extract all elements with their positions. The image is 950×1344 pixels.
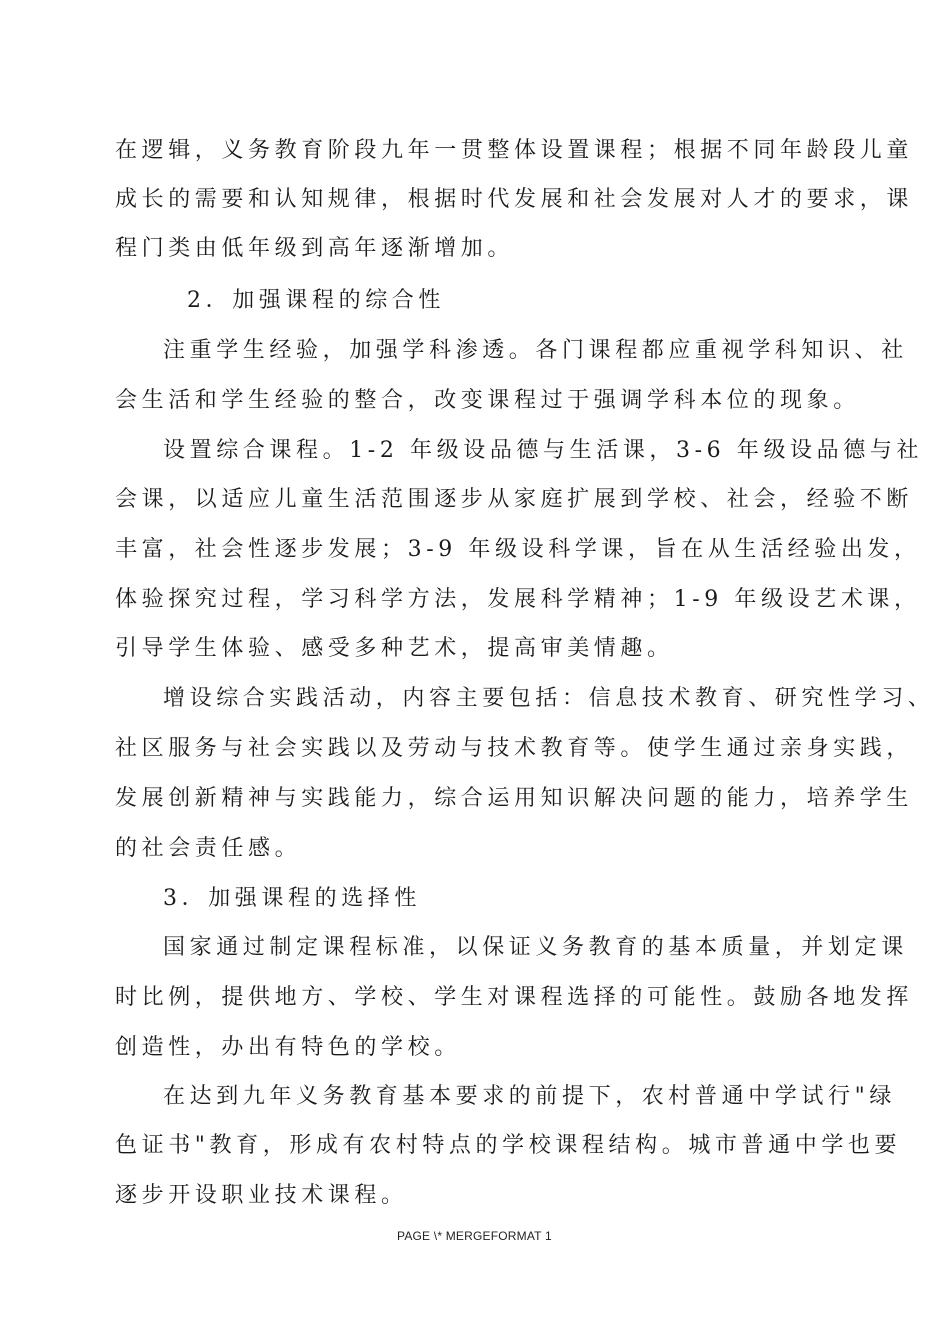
text-line-2: 成长的需要和认知规律，根据时代发展和社会发展对人才的要求，课 xyxy=(115,187,914,212)
text-line-5: 注重学生经验，加强学科渗透。各门课程都应重视学科知识、社 xyxy=(163,338,908,363)
text-line-12: 增设综合实践活动，内容主要包括：信息技术教育、研究性学习、 xyxy=(163,686,935,711)
text-line-1: 在逻辑，义务教育阶段九年一贯整体设置课程；根据不同年龄段儿童 xyxy=(115,138,914,163)
page-footer-field: PAGE \* MERGEFORMAT 1 xyxy=(397,1229,552,1243)
text-line-22: 逐步开设职业技术课程。 xyxy=(115,1183,408,1208)
text-line-8: 会课，以适应儿童生活范围逐步从家庭扩展到学校、社会，经验不断 xyxy=(115,487,914,512)
text-line-3: 程门类由低年级到高年逐渐增加。 xyxy=(115,236,515,261)
text-line-20: 在达到九年义务教育基本要求的前提下，农村普通中学试行"绿 xyxy=(163,1084,896,1109)
text-line-19: 创造性，办出有特色的学校。 xyxy=(115,1035,461,1060)
text-line-11: 引导学生体验、感受多种艺术，提高审美情趣。 xyxy=(115,636,674,661)
section-heading-3: 3．加强课程的选择性 xyxy=(163,886,421,911)
text-line-17: 国家通过制定课程标准，以保证义务教育的基本质量，并划定课 xyxy=(163,935,908,960)
text-line-6: 会生活和学生经验的整合，改变课程过于强调学科本位的现象。 xyxy=(115,388,860,413)
text-line-21: 色证书"教育，形成有农村特点的学校课程结构。城市普通中学也要 xyxy=(115,1133,902,1158)
text-line-9: 丰富，社会性逐步发展；3-9 年级设科学课，旨在从生活经验出发， xyxy=(115,537,921,562)
text-line-15: 的社会责任感。 xyxy=(115,836,302,861)
text-line-18: 时比例，提供地方、学校、学生对课程选择的可能性。鼓励各地发挥 xyxy=(115,985,914,1010)
text-line-14: 发展创新精神与实践能力，综合运用知识解决问题的能力，培养学生 xyxy=(115,786,914,811)
text-line-10: 体验探究过程，学习科学方法，发展科学精神；1-9 年级设艺术课， xyxy=(115,587,921,612)
text-line-7: 设置综合课程。1-2 年级设品德与生活课，3-6 年级设品德与社 xyxy=(163,438,924,463)
text-line-13: 社区服务与社会实践以及劳动与技术教育等。使学生通过亲身实践， xyxy=(115,736,914,761)
section-heading-2: 2．加强课程的综合性 xyxy=(187,288,445,313)
